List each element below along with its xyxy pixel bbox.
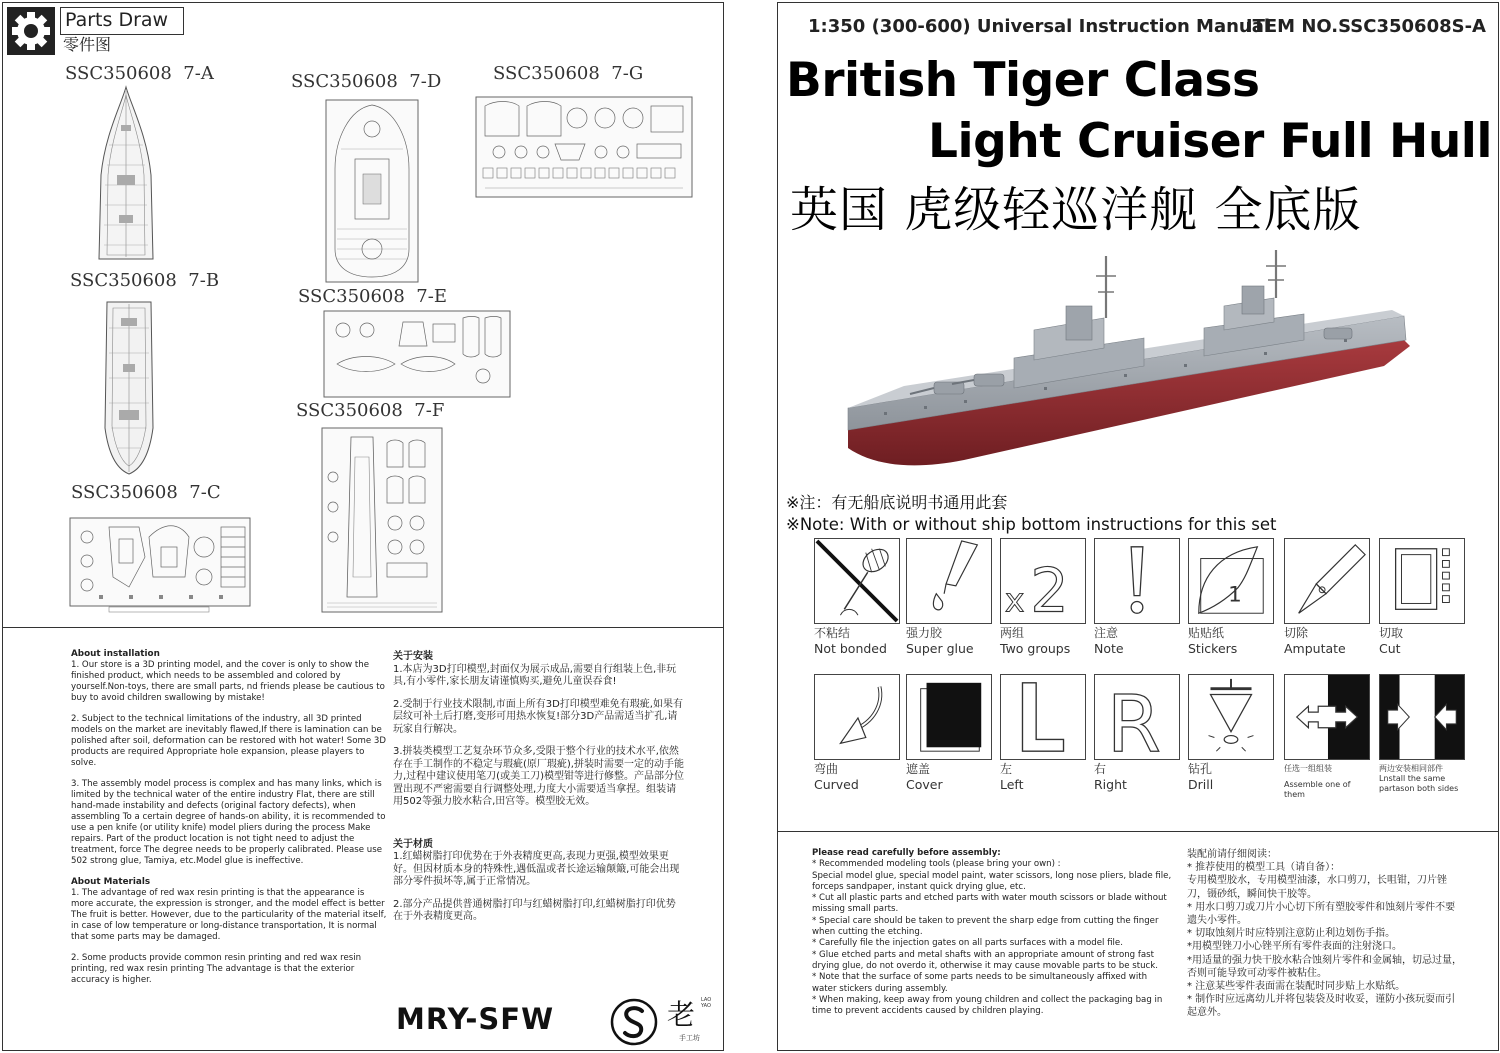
assembly-item: * 注意某些零件表面需在装配时同步贴上水贴纸。 xyxy=(1187,981,1406,993)
title-line-2: Light Cruiser Full Hull xyxy=(928,114,1492,169)
part-label-7e: SSC350608 7-E xyxy=(298,286,447,307)
installation-item-zh: 3.拼装类模型工艺复杂环节众多,受限于整个行业的技术水平,依然存在手工制作的不稳定与瑕疵(原厂瑕疵),拼装时需要一定的动手能力,过程中建议使用笔刀(或美工刀)模型钳等进行修整。产品部分位置出现不严密需要自行调整处理,力度大小需要适当拿捏。组装请用502等强力胶水粘合,田宫等。模型胶无效。 xyxy=(393,746,684,807)
legend-label: Left xyxy=(1000,777,1024,792)
legend-two-groups xyxy=(1000,538,1086,657)
legend-icon-box xyxy=(1094,538,1180,624)
legend-label: Drill xyxy=(1188,777,1214,792)
gear-icon xyxy=(7,7,55,55)
assembly-item: * Note that the surface of some parts needs to be simultaneously affixed with water stickers during assembly. xyxy=(812,972,1148,994)
installation-item-zh: 2.受制于行业技术限制,市面上所有3D打印模型难免有瑕疵,如果有层纹可补土后打磨,变形可用热水恢复!部分3D产品需适当扩孔,请玩家自行解决。 xyxy=(393,698,683,735)
legend-icon-box xyxy=(814,538,900,624)
installation-item: 3. The assembly model process is complex and has many links, which is limited by the technical water of the entire industry Flat, there are still hand-made instability and defects (original factory defects), when assembling To a certain degree of hands-on ability, it is recommended to use a pen knife (or utility knife) model pliers during the process Make repairs. Part of the product location is not tight need to adjust the treatment, force The degree needs to be properly calibrated. Please use 502 strong glue, Tamiya, etc.Model glue is ineffective. xyxy=(71,779,386,866)
legend-assemble-one xyxy=(1284,674,1370,800)
legend-note xyxy=(1094,538,1180,657)
assembly-item: * When making, keep away from young children and collect the packaging bag in time to prevent accidents caused by children playing. xyxy=(812,994,1163,1017)
installation-text-zh xyxy=(393,651,685,934)
brand-logo: MRY-SFW xyxy=(396,1002,555,1036)
s-logo-icon xyxy=(609,997,659,1047)
legend-both-sides xyxy=(1379,674,1465,794)
svg-text:x: x xyxy=(1004,580,1025,620)
note-chinese: ※注：有无船底说明书通用此套 xyxy=(786,493,1008,512)
part-7e-drawing xyxy=(323,310,511,398)
assembly-item: * Carefully file the injection gates on all parts surfaces with a model file. xyxy=(812,938,1123,949)
legend-amputate xyxy=(1284,538,1370,657)
assembly-item: * Special care should be taken to prevent the sharp edge from cutting the finger when cutting the etching. xyxy=(812,915,1159,938)
part-label-7f: SSC350608 7-F xyxy=(296,400,445,421)
assembly-heading: Please read carefully before assembly: xyxy=(812,848,1001,858)
part-7f-drawing xyxy=(321,427,443,613)
parts-draw-title-zh: 零件图 xyxy=(63,35,112,54)
both-sides-icon xyxy=(1380,675,1464,759)
section-divider xyxy=(778,831,1498,832)
legend-label: Lnstall the same partason both sides xyxy=(1379,774,1459,793)
part-label-7d: SSC350608 7-D xyxy=(291,71,442,92)
legend-label: 钻孔 xyxy=(1188,762,1213,776)
legend-label: 左 xyxy=(1000,762,1013,776)
part-7c-drawing xyxy=(69,517,251,613)
legend-icon-box xyxy=(1379,674,1465,760)
legend-label: Two groups xyxy=(1000,641,1071,656)
legend-icon-box xyxy=(814,674,900,760)
assembly-item: * Cut all plastic parts and etched parts with water mouth scissors or blade without missing small parts. xyxy=(812,893,1167,915)
assembly-item: * 推荐使用的模型工具（请自备）： xyxy=(1187,862,1341,874)
legend-label: Cut xyxy=(1379,641,1401,656)
part-7d-drawing xyxy=(325,99,419,283)
left-icon xyxy=(1001,675,1085,759)
legend-not-bonded xyxy=(814,538,900,657)
item-number: ITEM NO.SSC350608S-A xyxy=(1245,16,1486,37)
legend-icon-box xyxy=(906,674,992,760)
amputate-icon xyxy=(1285,539,1369,623)
legend-icon-box xyxy=(1284,538,1370,624)
installation-heading-zh: 关于安装 xyxy=(393,651,433,662)
part-label-7b: SSC350608 7-B xyxy=(70,270,220,291)
cut-icon xyxy=(1380,539,1464,623)
curved-icon xyxy=(815,675,899,759)
legend-icon-box xyxy=(1284,674,1370,760)
right-icon xyxy=(1095,675,1179,759)
legend-label: 弯曲 xyxy=(814,762,839,776)
legend-label: Stickers xyxy=(1188,641,1238,656)
legend-label: Curved xyxy=(814,777,859,792)
ship-render-image xyxy=(844,248,1426,488)
materials-item-zh: 1.红蜡树脂打印优势在于外表精度更高,表现力更强,模型效果更好。但因材质本身的特殊性,遇低温或者长途运输颠簸,可能会出现部分零件损坏等,属于正常情况。 xyxy=(393,851,680,887)
legend-label: Right xyxy=(1094,777,1127,792)
legend-icon-box xyxy=(1188,538,1274,624)
installation-item: 1. Our store is a 3D printing model, and the cover is only to show the finished product, which needs to be assembled and colored by yourself.Non-toys, there are small parts, nd friends please be cautious to buy to avoid children swallowing by mistake! xyxy=(71,660,385,703)
legend-label: 两边安装相同部件 xyxy=(1379,764,1443,773)
note-icon xyxy=(1095,539,1179,623)
section-divider xyxy=(3,627,723,628)
two-groups-icon xyxy=(1001,539,1085,623)
legend-cut xyxy=(1379,538,1465,657)
legend-label: 强力胶 xyxy=(906,626,943,640)
part-7a-drawing xyxy=(95,85,157,261)
legend-super-glue xyxy=(906,538,992,657)
not-bonded-icon xyxy=(815,539,899,623)
svg-text:2: 2 xyxy=(1030,556,1069,623)
materials-heading: About Materials xyxy=(71,877,151,887)
assembly-item: * 用水口剪刀或刀片小心切下所有塑胶零件和蚀刻片零件不要遗失小零件。 xyxy=(1187,901,1456,927)
installation-item: 2. Subject to the technical limitations of the industry, all 3D printed models on the market are inevitably flawed,If there is lamination can be polished after soil, deformation can be restored with hot water! Some 3D products are required Appropriate hole expansion, please players to solve. xyxy=(71,714,386,768)
materials-heading-zh: 关于材质 xyxy=(393,838,433,850)
legend-icon-box xyxy=(1000,674,1086,760)
legend-label: 切除 xyxy=(1284,626,1309,640)
note-english: ※Note: With or without ship bottom instructions for this set xyxy=(786,515,1277,534)
drill-icon xyxy=(1189,675,1273,759)
legend-label: Note xyxy=(1094,641,1124,656)
legend-left xyxy=(1000,674,1086,793)
legend-label: 注意 xyxy=(1094,626,1119,640)
legend-label: 遮盖 xyxy=(906,762,931,776)
legend-label: 两组 xyxy=(1000,626,1025,640)
part-label-7c: SSC350608 7-C xyxy=(71,482,221,503)
legend-icon-box xyxy=(1188,674,1274,760)
legend-label: 切取 xyxy=(1379,626,1404,640)
legend-label: Super glue xyxy=(906,641,974,656)
materials-item: 2. Some products provide common resin printing and red wax resin printing, red wax resin printing The advantage is that the exterior accuracy is higher. xyxy=(71,953,362,985)
legend-label: 任选一组组装 xyxy=(1284,764,1332,773)
legend-label: Amputate xyxy=(1284,641,1346,656)
assemble-one-icon xyxy=(1285,675,1369,759)
assembly-item: 专用模型胶水，专用模型油漆，水口剪刀，长咀钳，刀片锉刀，镊砂纸，瞬间快干胶等。 xyxy=(1187,875,1447,900)
assembly-item: * 切取蚀刻片时应特别注意防止利边划伤手指。 xyxy=(1187,928,1396,940)
part-label-7g: SSC350608 7-G xyxy=(493,63,644,84)
legend-label: 右 xyxy=(1094,762,1107,776)
assembly-heading-zh: 装配前请仔细阅读： xyxy=(1187,849,1277,860)
legend-label: Not bonded xyxy=(814,641,887,656)
cover-icon xyxy=(907,675,991,759)
instruction-page xyxy=(777,2,1499,1051)
title-chinese: 英国 虎级轻巡洋舰 全底版 xyxy=(790,182,1362,238)
title-line-1: British Tiger Class xyxy=(786,53,1260,108)
stickers-icon xyxy=(1189,539,1273,623)
materials-item: 1. The advantage of red wax resin printing is that the appearance is more accurate, the expression is stronger, and the model effect is better The fruit is better. However, due to the particularity of the material itself, in case of low temperature or long-distance transportation, It is normal that some parts may be damaged. xyxy=(71,888,387,942)
lao-yao-stamp: 老 LAO YAO 手工坊 xyxy=(667,997,712,1042)
installation-item-zh: 1.本店为3D打印模型,封面仅为展示成品,需要自行组装上色,非玩具,有小零件,家长朋友请谨慎购买,避免儿童误吞食! xyxy=(393,663,677,687)
part-label-7a: SSC350608 7-A xyxy=(65,63,214,84)
assembly-text-zh xyxy=(1187,848,1463,1020)
part-7g-drawing xyxy=(475,96,693,201)
svg-text:R: R xyxy=(1106,679,1162,759)
installation-heading: About installation xyxy=(71,649,160,659)
legend-cover xyxy=(906,674,992,793)
legend-label: Cover xyxy=(906,777,943,792)
legend-icon-box xyxy=(1000,538,1086,624)
assembly-item: * 制作时应远离幼儿并将包装袋及时收妥，谨防小孩玩耍而引起意外。 xyxy=(1187,994,1456,1019)
legend-drill xyxy=(1188,674,1274,793)
legend-label: 贴贴纸 xyxy=(1188,626,1225,640)
svg-text:1: 1 xyxy=(1228,582,1242,608)
part-7b-drawing xyxy=(99,298,159,476)
legend-icon-box xyxy=(1094,674,1180,760)
parts-page xyxy=(2,2,724,1051)
installation-text-en xyxy=(71,649,387,996)
legend-label: 不粘结 xyxy=(814,626,851,640)
legend-icon-box xyxy=(1379,538,1465,624)
assembly-text-en xyxy=(812,848,1174,1017)
materials-item-zh: 2.部分产品提供普通树脂打印与红蜡树脂打印,红蜡树脂打印优势在于外表精度更高。 xyxy=(393,898,676,922)
legend-label: Assemble one of them xyxy=(1284,780,1351,799)
assembly-item: *用模型锉刀小心锉平所有零件表面的注射浇口。 xyxy=(1187,941,1402,953)
assembly-item: Special model glue, special model paint, water scissors, long nose pliers, blade file, forceps sandpaper, instant quick drying glue, etc. xyxy=(812,870,1172,892)
legend-stickers xyxy=(1188,538,1274,657)
legend-icon-box xyxy=(906,538,992,624)
legend-curved xyxy=(814,674,900,793)
scale-title: 1:350 (300-600) Universal Instruction Manual xyxy=(808,16,1271,37)
super-glue-icon xyxy=(907,539,991,623)
assembly-item: * Glue etched parts and metal shafts with an appropriate amount of strong fast drying glue, do not overdo it, otherwise it may cause movable parts to be stuck. xyxy=(812,949,1158,971)
parts-draw-title: Parts Draw xyxy=(60,7,184,35)
legend-right xyxy=(1094,674,1180,793)
assembly-item: *用适量的强力快干胶水粘合蚀刻片零件和金属轴，切忌过量，否则可能导致可动零件被粘住。 xyxy=(1187,954,1462,979)
assembly-item: * Recommended modeling tools (please bring your own) : xyxy=(812,859,1061,870)
